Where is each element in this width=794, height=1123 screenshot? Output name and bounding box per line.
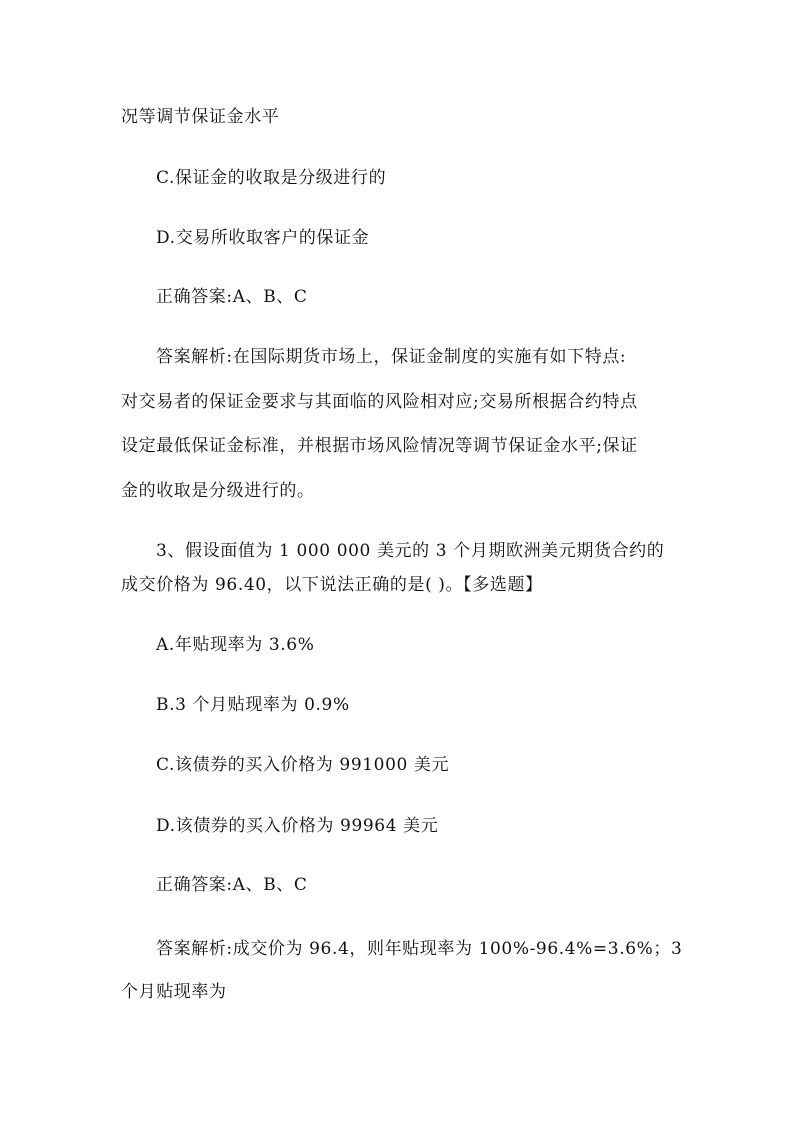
- analysis-q3-line-2: 个月贴现率为: [121, 982, 227, 1002]
- option-c-q2: C.保证金的收取是分级进行的: [156, 168, 387, 188]
- option-d-q3: D.该债券的买入价格为 99964 美元: [156, 816, 439, 836]
- option-d-q2: D.交易所收取客户的保证金: [156, 228, 370, 248]
- question-3-line-2: 成交价格为 96.40，以下说法正确的是( )。【多选题】: [121, 575, 543, 595]
- option-b-q3: B.3 个月贴现率为 0.9%: [156, 695, 350, 715]
- question-3-line-1: 3、假设面值为 1 000 000 美元的 3 个月期欧洲美元期货合约的: [156, 541, 665, 561]
- correct-answer-q2: 正确答案:A、B、C: [156, 287, 308, 307]
- analysis-q2-line-1: 答案解析:在国际期货市场上，保证金制度的实施有如下特点:: [156, 347, 627, 367]
- analysis-q2-line-2: 对交易者的保证金要求与其面临的风险相对应;交易所根据合约特点: [121, 392, 638, 412]
- correct-answer-q3: 正确答案:A、B、C: [156, 875, 308, 895]
- option-a-q3: A.年贴现率为 3.6%: [156, 635, 315, 655]
- analysis-q2-line-4: 金的收取是分级进行的。: [121, 481, 315, 501]
- analysis-q3-line-1: 答案解析:成交价为 96.4，则年贴现率为 100%-96.4%=3.6%；3: [156, 939, 683, 959]
- text-line-continuation: 况等调节保证金水平: [121, 107, 280, 127]
- analysis-q2-line-3: 设定最低保证金标准，并根据市场风险情况等调节保证金水平;保证: [121, 436, 638, 456]
- option-c-q3: C.该债券的买入价格为 991000 美元: [156, 755, 450, 775]
